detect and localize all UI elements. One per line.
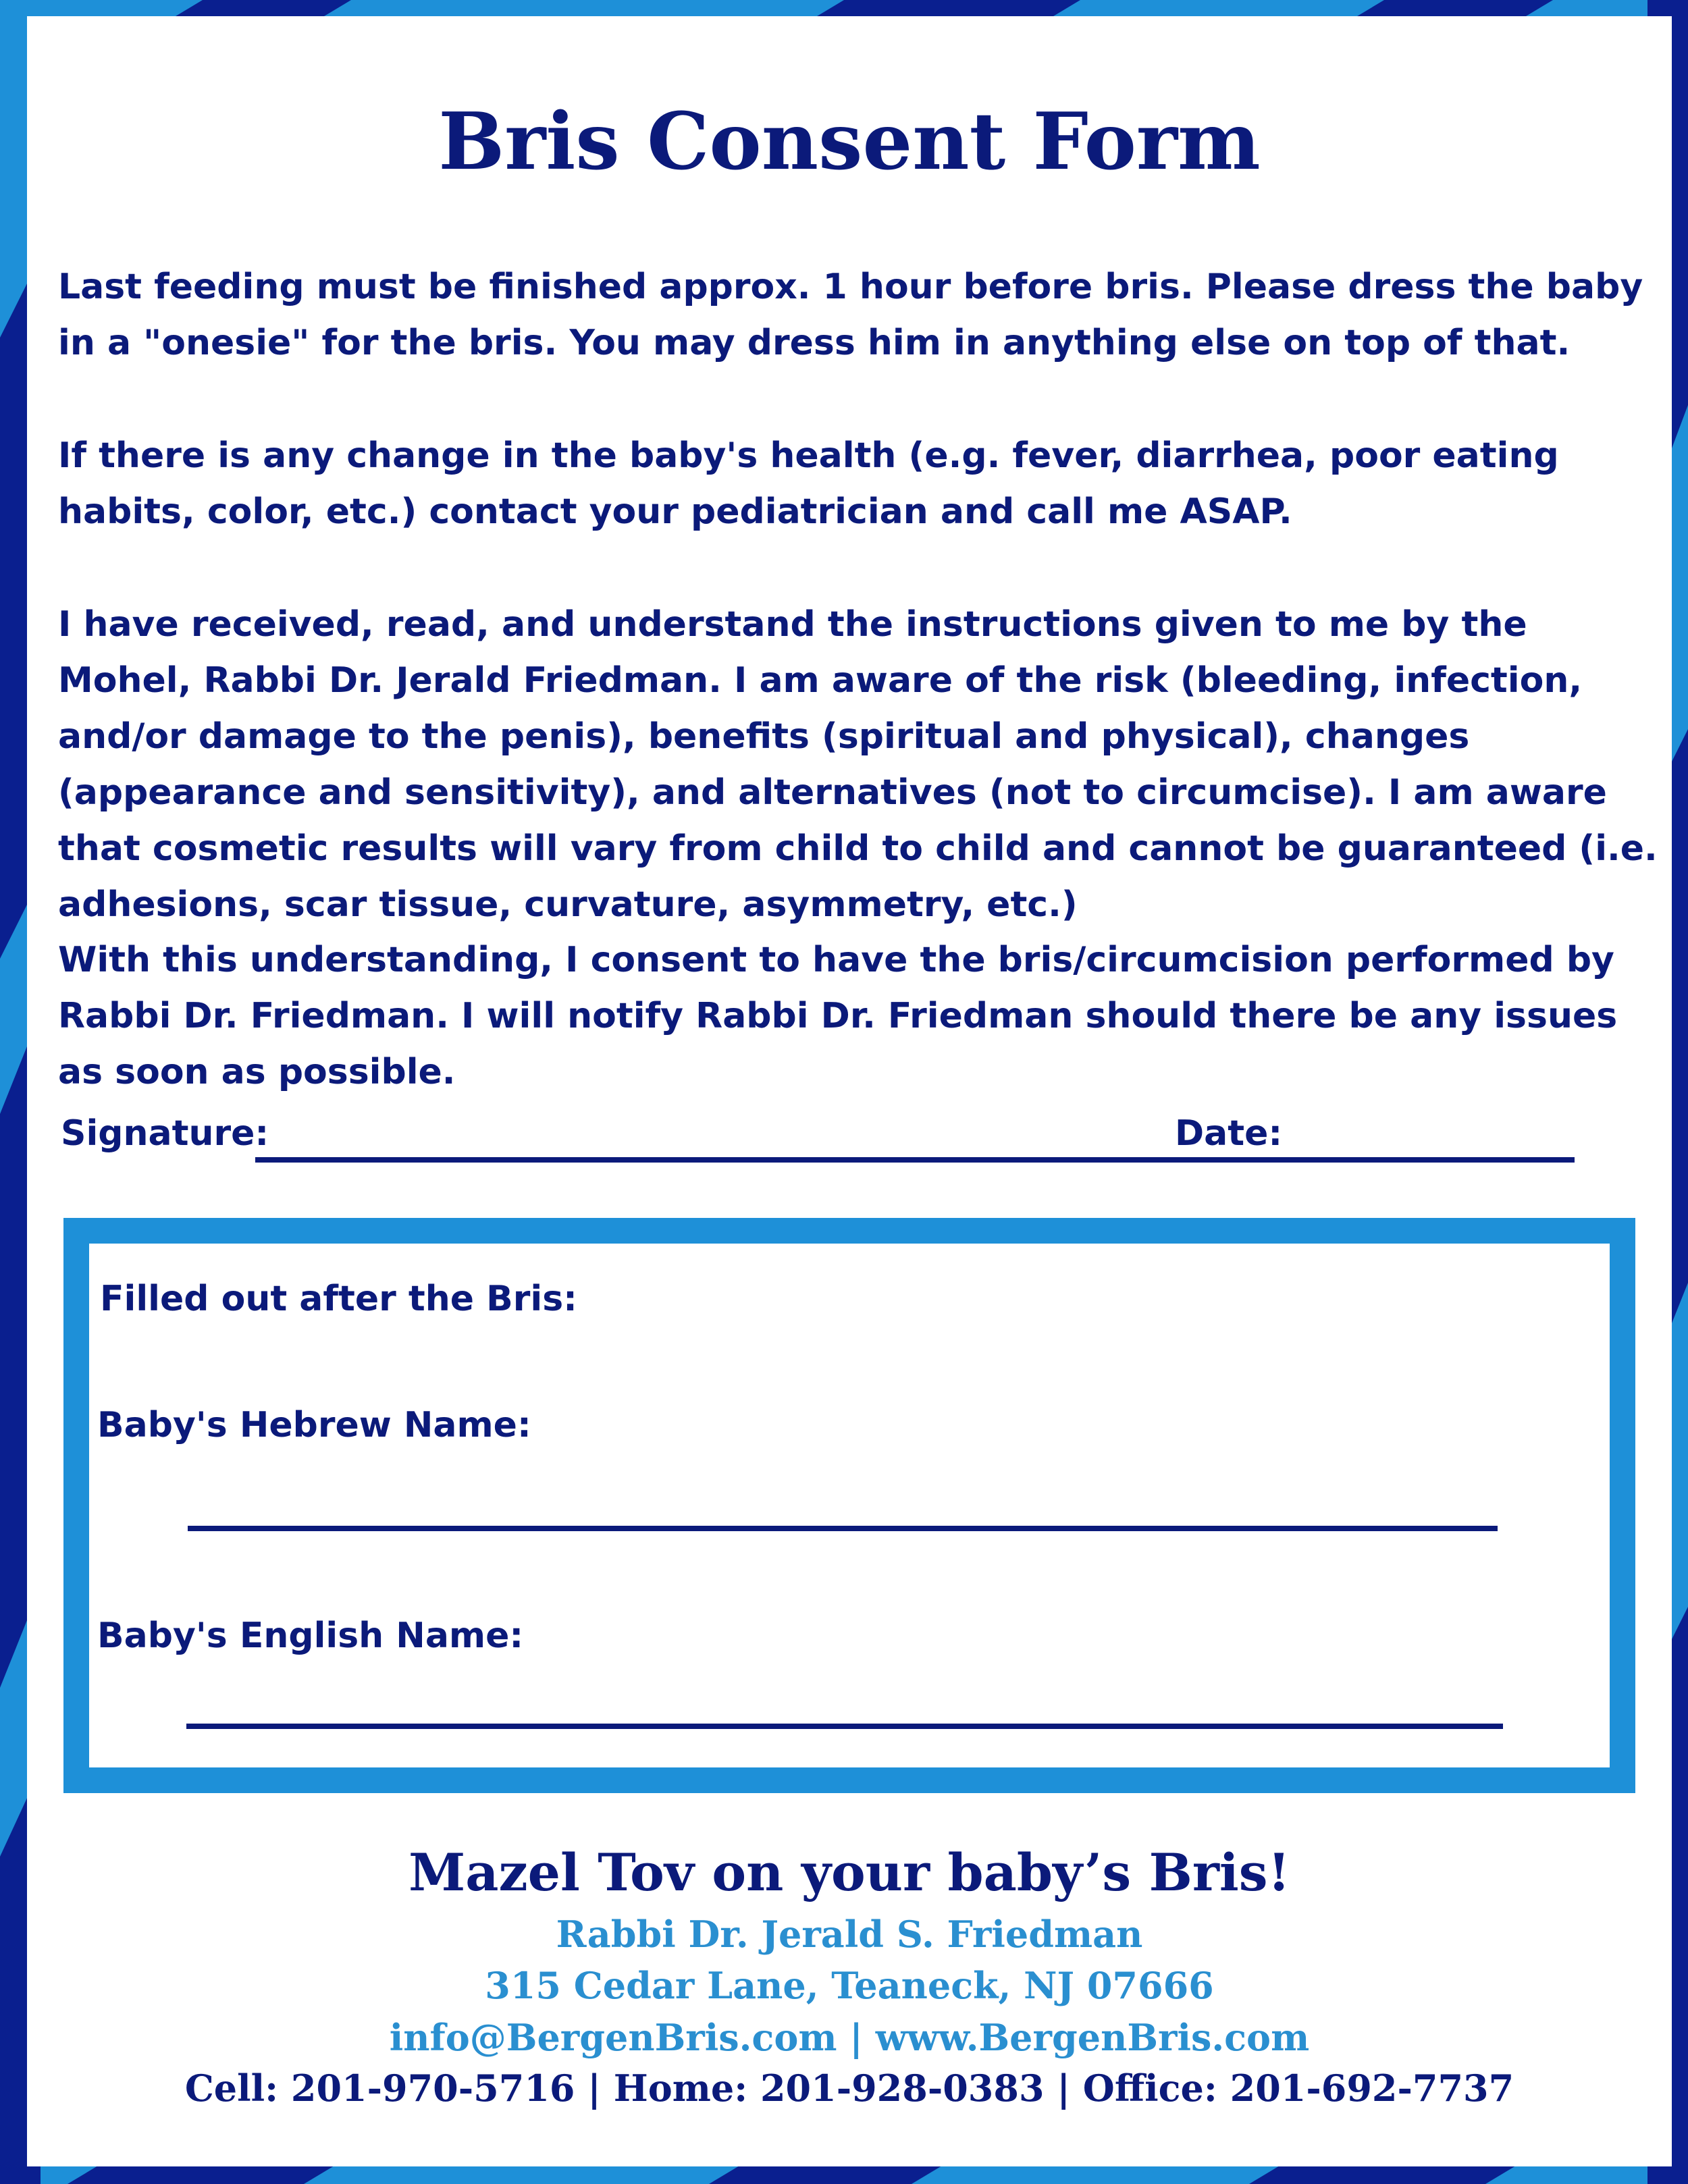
mazel-tov-greeting: Mazel Tov on your baby’s Bris!: [408, 1842, 1290, 1902]
mohel-name: Rabbi Dr. Jerald S. Friedman: [556, 1913, 1143, 1956]
signature-label: Signature:: [61, 1113, 269, 1154]
hebrew-name-label: Baby's Hebrew Name:: [97, 1405, 531, 1445]
consent-form-page: [27, 16, 1672, 2166]
contact-email-website: info@BergenBris.com | www.BergenBris.com: [389, 2016, 1310, 2059]
date-label: Date:: [1175, 1113, 1283, 1154]
consent-statement-paragraph: With this understanding, I consent to have the bris/circumcision performed by Rabbi Dr. Friedman. I will notify Rabbi Dr. Friedman should there be any issues as soon as possible.: [58, 940, 1618, 1092]
health-change-paragraph: If there is any change in the baby's health (e.g. fever, diarrhea, poor eating habits, color, etc.) contact your pediatrician and call me ASAP.: [58, 435, 1559, 532]
risk-acknowledgement-paragraph: I have received, read, and understand the instructions given to me by the Mohel, Rabbi Dr. Jerald Friedman. I am aware of the risk (bleeding, infection, and/or damage to the penis), benefits (spiritual and physical), changes (appearance and sensitivity), and alternatives (not to circumcise). I am aware that cosmetic results will vary from child to child and cannot be guaranteed (i.e. adhesions, scar tissue, curvature, asymmetry, etc.): [58, 604, 1658, 925]
form-title: Bris Consent Form: [438, 96, 1261, 188]
hebrew-name-field[interactable]: [188, 1526, 1498, 1531]
english-name-field[interactable]: [186, 1724, 1503, 1729]
date-field[interactable]: [1175, 1157, 1575, 1163]
after-bris-heading: Filled out after the Bris:: [100, 1279, 577, 1319]
feeding-instructions-paragraph: Last feeding must be finished approx. 1 hour before bris. Please dress the baby in a "onesie" for the bris. You may dress him in anything else on top of that.: [58, 267, 1643, 363]
signature-field[interactable]: [255, 1157, 1176, 1163]
english-name-label: Baby's English Name:: [97, 1616, 524, 1656]
mohel-address: 315 Cedar Lane, Teaneck, NJ 07666: [485, 1964, 1214, 2007]
contact-phone-numbers: Cell: 201-970-5716 | Home: 201-928-0383 | Office: 201-692-7737: [184, 2067, 1514, 2110]
